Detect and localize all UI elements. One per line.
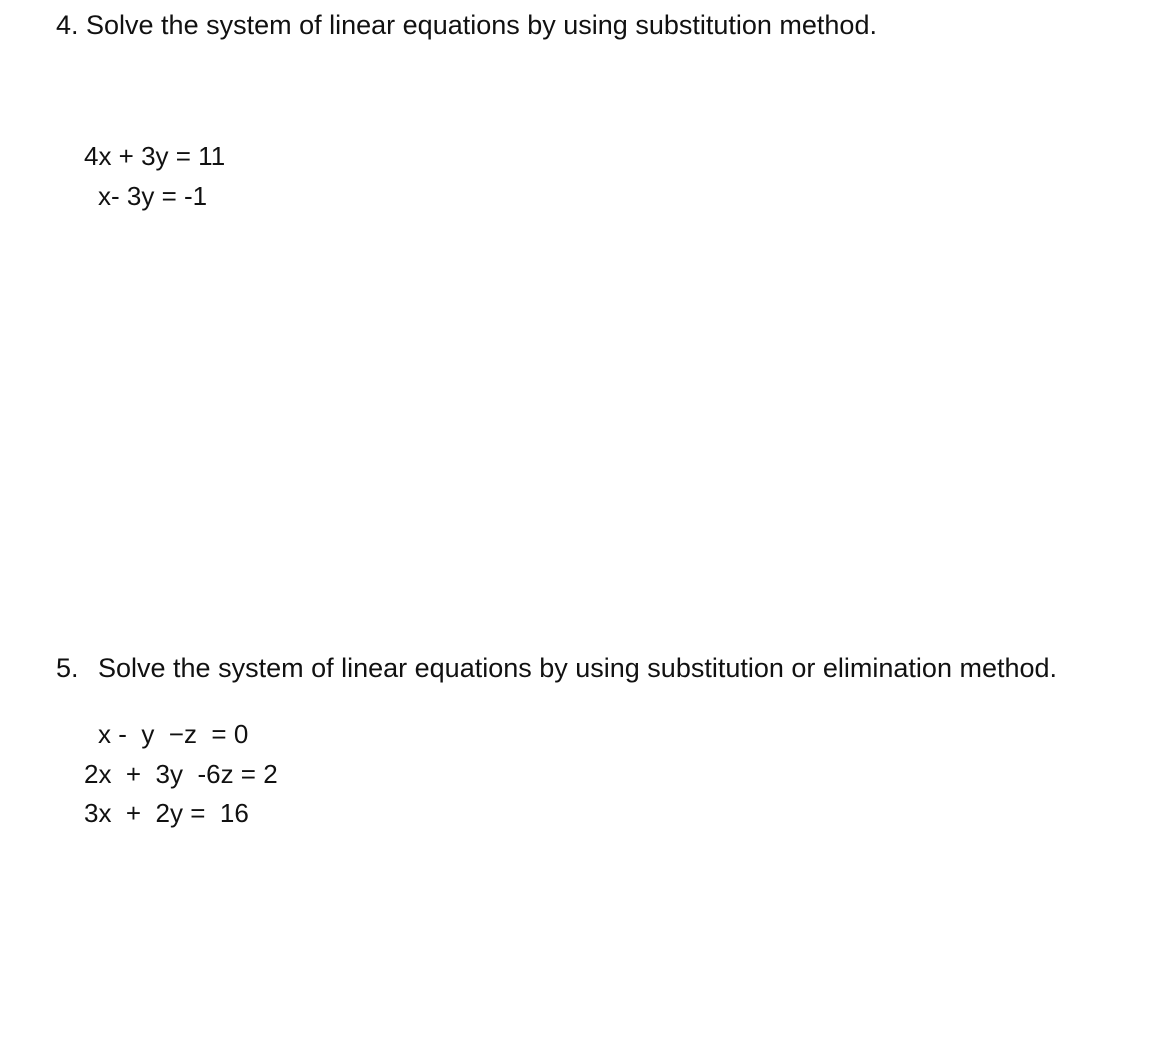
question-5-title: Solve the system of linear equations by using substitution or elimination method. xyxy=(98,653,1058,683)
question-5-equation-2: 2x + 3y -6z = 2 xyxy=(84,759,278,789)
question-5-heading xyxy=(56,651,1057,685)
question-5-equation-1: x - y −z = 0 xyxy=(98,719,249,749)
question-4-equation-1: 4x + 3y = 11 xyxy=(84,141,226,171)
question-5-equation-3: 3x + 2y = 16 xyxy=(84,798,249,828)
question-4-title: 4. Solve the system of linear equations by using substitution method. xyxy=(56,10,877,40)
question-4-equation-2: x- 3y = -1 xyxy=(98,181,208,211)
question-5-number: 5. xyxy=(56,653,79,683)
